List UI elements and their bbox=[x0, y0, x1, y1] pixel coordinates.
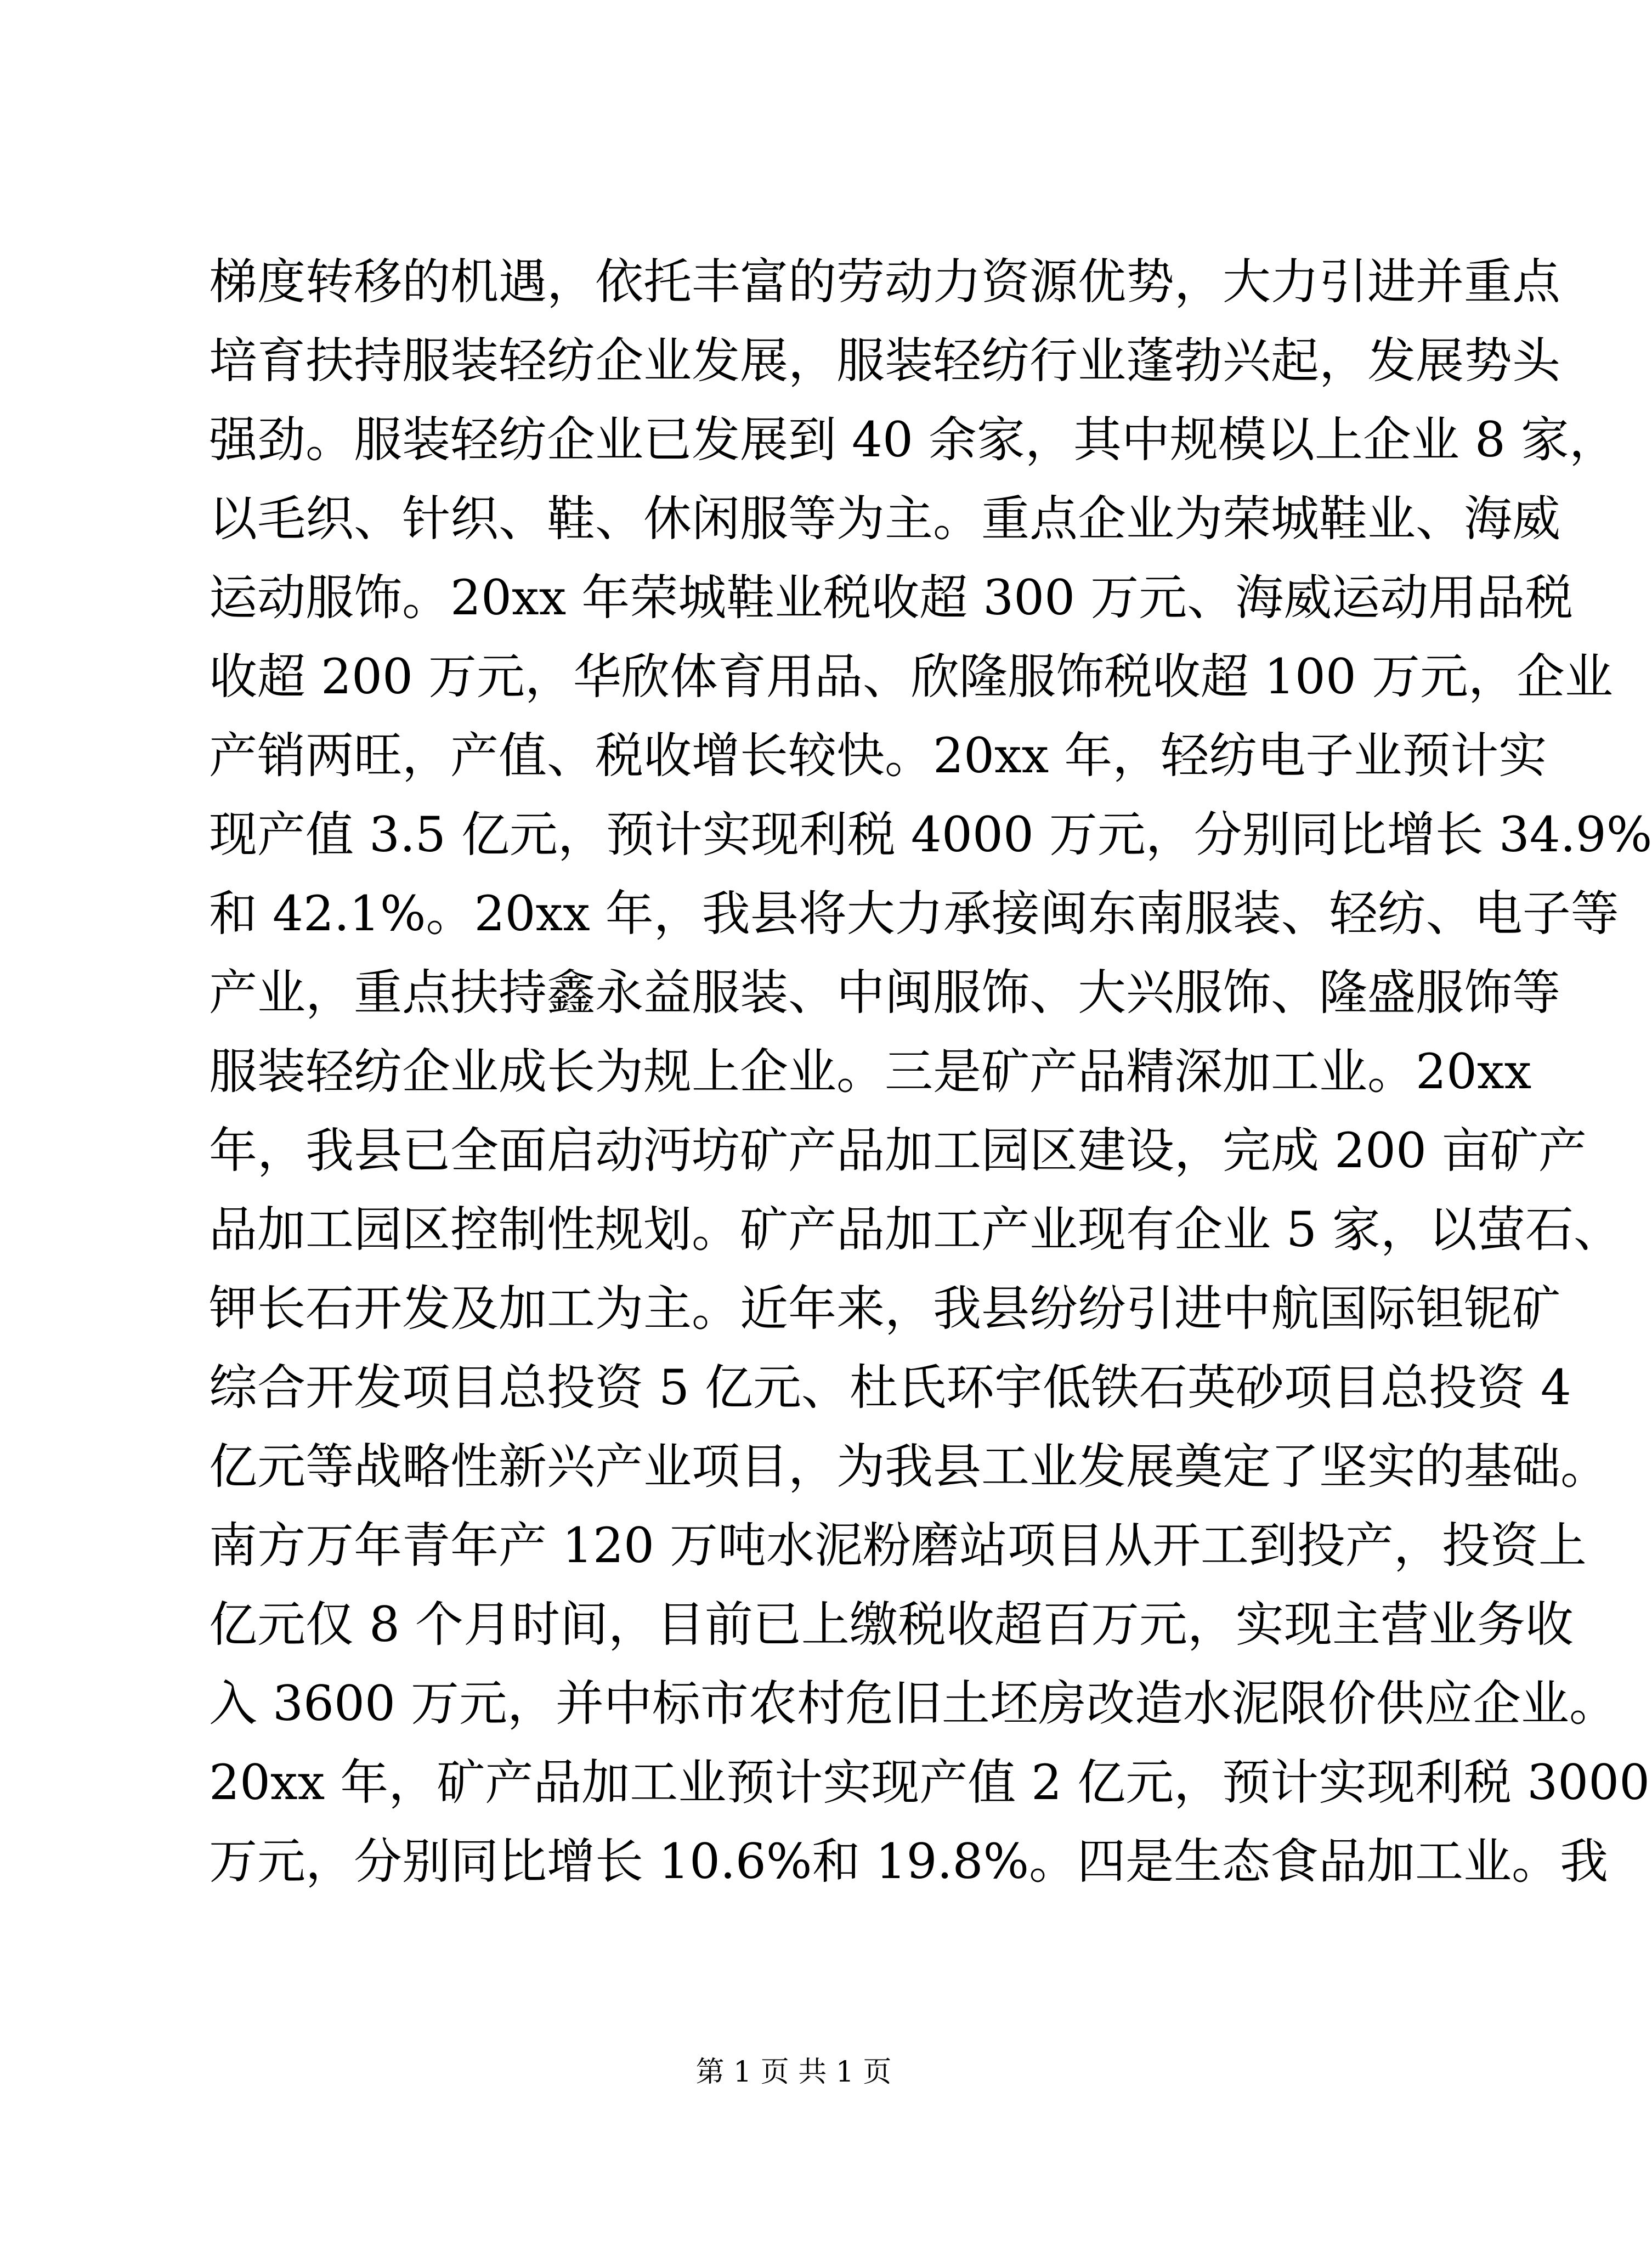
text-line: 亿元等战略性新兴产业项目，为我县工业发展奠定了坚实的基础。 bbox=[209, 1438, 1609, 1495]
page-footer: 第 1 页 共 1 页 bbox=[695, 2056, 892, 2089]
text-line: 品加工园区控制性规划。矿产品加工产业现有企业 5 家，以萤石、 bbox=[209, 1201, 1622, 1258]
text-line: 年，我县已全面启动沔坊矿产品加工园区建设，完成 200 亩矿产 bbox=[209, 1122, 1587, 1179]
text-line: 入 3600 万元，并中标市农村危旧土坯房改造水泥限价供应企业。 bbox=[209, 1675, 1617, 1732]
body-text bbox=[209, 242, 1652, 1901]
text-line: 南方万年青年产 120 万吨水泥粉磨站项目从开工到投产，投资上 bbox=[209, 1517, 1587, 1574]
text-line: 运动服饰。20xx 年荣城鞋业税收超 300 万元、海威运动用品税 bbox=[209, 569, 1574, 626]
text-line: 钾长石开发及加工为主。近年来，我县纷纷引进中航国际钽铌矿 bbox=[209, 1280, 1561, 1337]
text-line: 梯度转移的机遇，依托丰富的劳动力资源优势，大力引进并重点 bbox=[209, 253, 1561, 310]
text-line: 产销两旺，产值、税收增长较快。20xx 年，轻纺电子业预计实 bbox=[209, 727, 1547, 784]
text-line: 培育扶持服装轻纺企业发展，服装轻纺行业蓬勃兴起，发展势头 bbox=[209, 332, 1561, 389]
text-line: 服装轻纺企业成长为规上企业。三是矿产品精深加工业。20xx bbox=[209, 1043, 1532, 1100]
text-line: 产业，重点扶持鑫永益服装、中闽服饰、大兴服饰、隆盛服饰等 bbox=[209, 964, 1561, 1021]
text-line: 20xx 年，矿产品加工业预计实现产值 2 亿元，预计实现利税 3000 bbox=[209, 1754, 1650, 1811]
text-line: 万元，分别同比增长 10.6%和 19.8%。四是生态食品加工业。我 bbox=[209, 1833, 1609, 1890]
text-line: 现产值 3.5 亿元，预计实现利税 4000 万元，分别同比增长 34.9% bbox=[209, 806, 1652, 863]
text-line: 和 42.1%。20xx 年，我县将大力承接闽东南服装、轻纺、电子等 bbox=[209, 885, 1619, 942]
text-line: 亿元仅 8 个月时间，目前已上缴税收超百万元，实现主营业务收 bbox=[209, 1596, 1574, 1653]
text-line: 综合开发项目总投资 5 亿元、杜氏环宇低铁石英砂项目总投资 4 bbox=[209, 1359, 1571, 1416]
text-line: 强劲。服装轻纺企业已发展到 40 余家，其中规模以上企业 8 家， bbox=[209, 411, 1617, 468]
text-line: 以毛织、针织、鞋、休闲服等为主。重点企业为荣城鞋业、海威 bbox=[209, 490, 1561, 547]
text-line: 收超 200 万元，华欣体育用品、欣隆服饰税收超 100 万元，企业 bbox=[209, 648, 1613, 705]
